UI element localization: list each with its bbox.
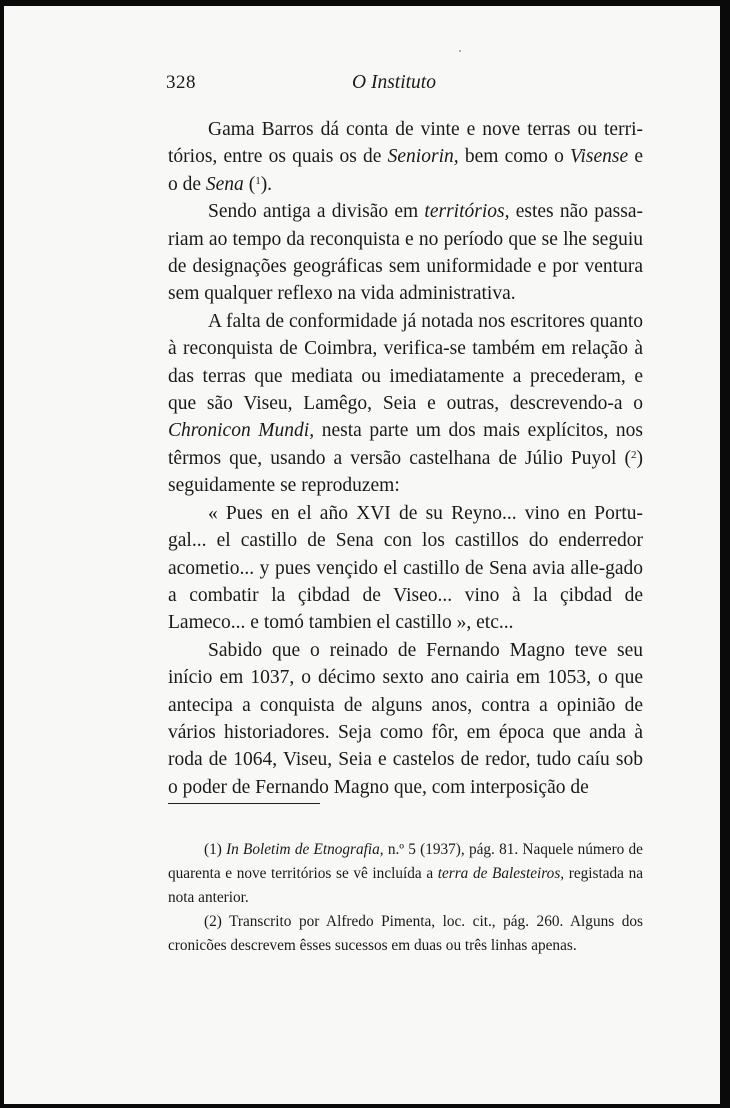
footnote-rule [168,803,320,804]
page-number: 328 [166,72,196,93]
quotation-paragraph: « Pues en el año XVI de su Reyno... vino en Portu-gal... el castillo de Sena con los castillos do enderredor acometio... y pues vençido el castillo de Sena avia alle-gado a combatir la çibdad de Viseo... vino à la çibdad de Lameco... e tomó tambien el castillo », etc... [168,502,643,634]
speck-mark [459,50,461,52]
paragraph-3: A falta de conformidade já notada nos escritores quanto à reconquista de Coimbra, verifica-se também em relação à das terras que mediata ou imediatamente a precederam, e que são Viseu, Lamêgo, Seia e outras, descrevendo-a o Chronicon Mundi, nesta parte um dos mais explícitos, nos têrmos que, usando a versão castelhana de Júlio Puyol ($^2$) seguidamente se reproduzem: [168,310,643,497]
footnote-ref-2: 2 [631,448,637,461]
footnote-2: (2) Transcrito por Alfredo Pimenta, loc. cit., pág. 260. Alguns dos cronicões descrevem êsses sucessos em duas ou três linhas apenas. [168,913,643,954]
footnotes [168,838,643,958]
paragraph-2: Sendo antiga a divisão em territórios, estes não passa-riam ao tempo da reconquista e no período que se lhe seguiu de designações geográficas sem uniformidade e por ventura sem qualquer reflexo na vida administrativa. [168,201,644,305]
main-text [168,116,643,801]
paragraph-1: Gama Barros dá conta de vinte e nove terras ou terri-tórios, entre os quais os de Seniorin, bem como o Visense e o de Sena ($^1$). [168,119,644,195]
footnote-ref-1: 1 [255,174,261,187]
footnote-1: (1) In Boletim de Etnografia, n.º 5 (1937), pág. 81. Naquele número de quarenta e nove territórios se vê incluída a terra de Balesteiros, registada na nota anterior. [168,841,644,906]
paragraph-5: Sabido que o reinado de Fernando Magno teve seu início em 1037, o décimo sexto ano cairia em 1053, o que antecipa a conquista de alguns anos, contra a opinião de vários historiadores. Seja como fôr, em época que anda à roda de 1064, Viseu, Seia e castelos de redor, tudo caíu sob o poder de Fernando Magno que, com interposição de [168,639,643,798]
running-title: O Instituto [352,72,436,93]
